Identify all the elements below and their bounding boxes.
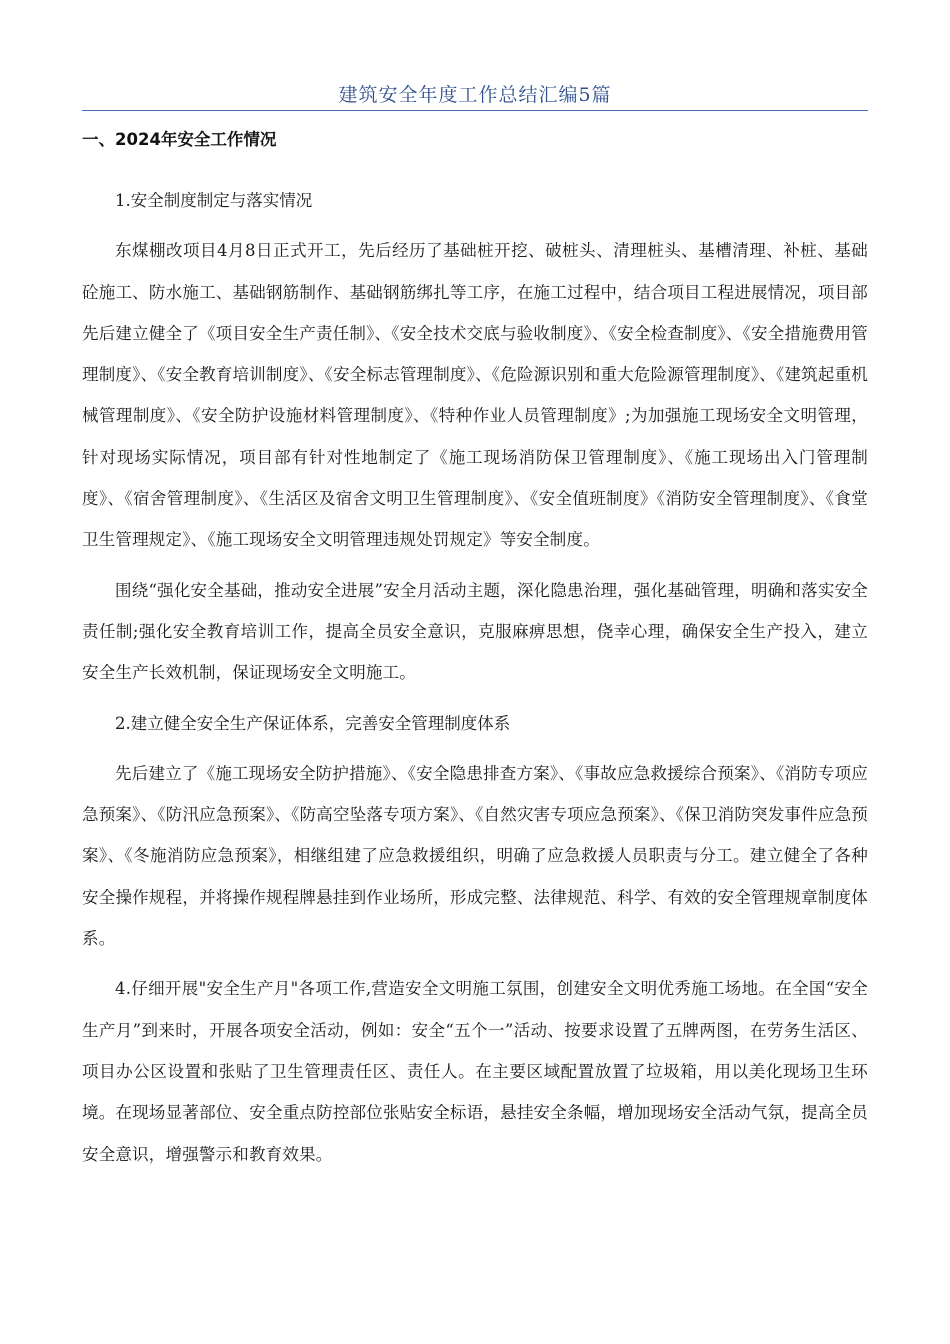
paragraph-safety-month-theme: 围绕“强化安全基础，推动安全进展”安全月活动主题，深化隐患治理，强化基础管理，明确和落实安全责任制;强化安全教育培训工作，提高全员安全意识，克服麻痹思想，侥幸心理，确保安全生产投入，建立安全生产长效机制，保证现场安全文明施工。	[82, 580, 868, 683]
subsection-heading-2: 2.建立健全安全生产保证体系，完善安全管理制度体系	[115, 713, 511, 733]
paragraph-safety-month-activities: 4.仔细开展"安全生产月"各项工作,营造安全文明施工氛围，创建安全文明优秀施工场地。在全国“安全生产月”到来时，开展各项安全活动，例如：安全“五个一”活动、按要求设置了五牌两图，在劳务生活区、项目办公区设置和张贴了卫生管理责任区、责任人。在主要区域配置放置了垃圾箱，用以美化现场卫生环境。在现场显著部位、安全重点防控部位张贴安全标语，悬挂安全条幅，增加现场安全活动气氛，提高全员安全意识，增强警示和教育效果。	[82, 979, 868, 1164]
title-divider	[82, 110, 868, 111]
document-body	[82, 126, 868, 1175]
document-title: 建筑安全年度工作总结汇编5篇	[338, 84, 612, 106]
paragraph-emergency-plans: 先后建立了《施工现场安全防护措施》、《安全隐患排查方案》、《事故应急救援综合预案》、《消防专项应急预案》、《防汛应急预案》、《防高空坠落专项方案》、《自然灾害专项应急预案》、《保卫消防突发事件应急预案》、《冬施消防应急预案》，相继组建了应急救援组织，明确了应急救援人员职责与分工。建立健全了各种安全操作规程，并将操作规程牌悬挂到作业场所，形成完整、法律规范、科学、有效的安全管理规章制度体系。	[82, 763, 868, 949]
section-heading: 一、2024年安全工作情况	[82, 130, 277, 149]
paragraph-safety-systems: 东煤棚改项目4月8日正式开工，先后经历了基础桩开挖、破桩头、清理桩头、基槽清理、补桩、基础砼施工、防水施工、基础钢筋制作、基础钢筋绑扎等工序，在施工过程中，结合项目工程进展情况，项目部先后建立健全了《项目安全生产责任制》、《安全技术交底与验收制度》、《安全检查制度》、《安全措施费用管理制度》、《安全教育培训制度》、《安全标志管理制度》、《危险源识别和重大危险源管理制度》、《建筑起重机械管理制度》、《安全防护设施材料管理制度》、《特种作业人员管理制度》;为加强施工现场安全文明管理，针对现场实际情况，项目部有针对性地制定了《施工现场消防保卫管理制度》、《施工现场出入门管理制度》、《宿舍管理制度》、《生活区及宿舍文明卫生管理制度》、《安全值班制度》《消防安全管理制度》、《食堂卫生管理规定》、《施工现场安全文明管理违规处罚规定》等安全制度。	[82, 241, 868, 550]
subsection-heading-1: 1.安全制度制定与落实情况	[115, 191, 313, 210]
